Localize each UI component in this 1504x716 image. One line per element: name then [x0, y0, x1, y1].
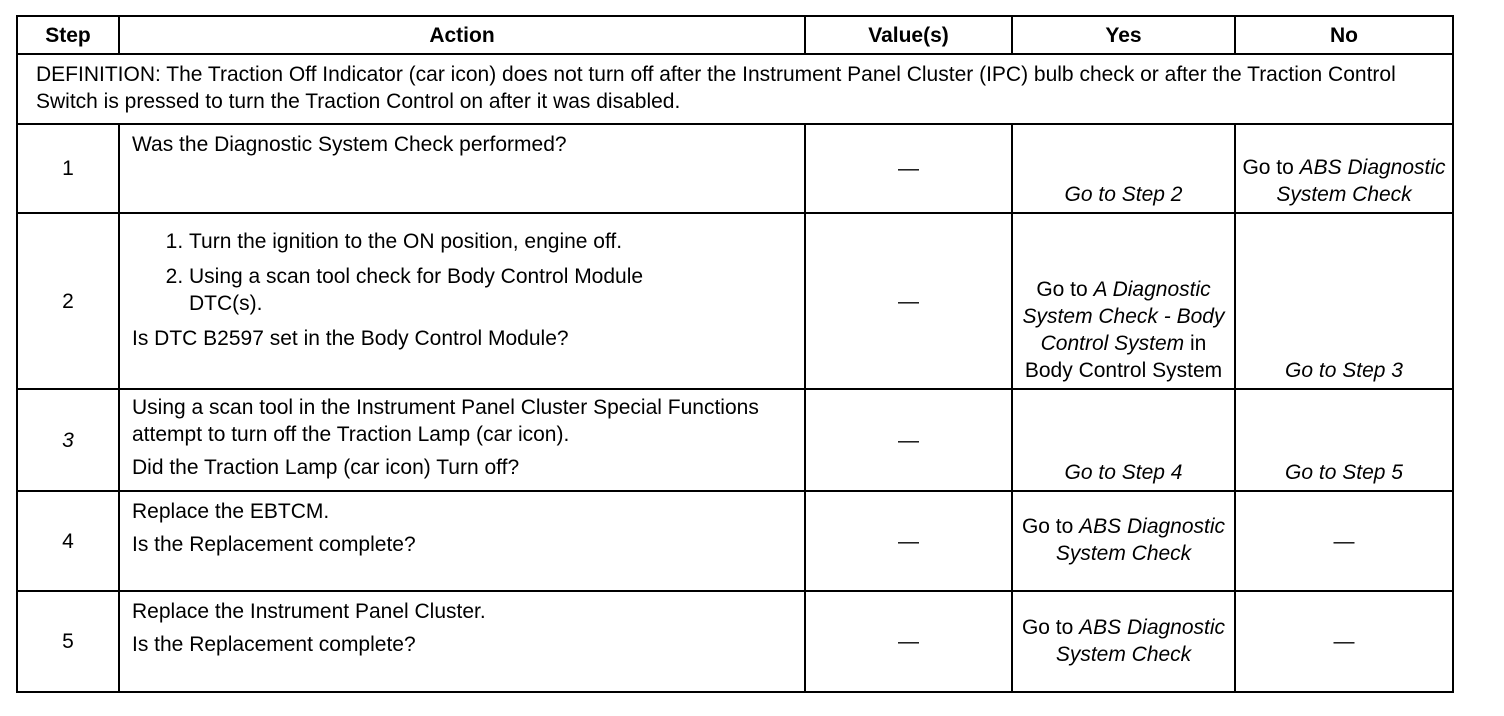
no-cell	[1235, 124, 1453, 213]
yes-cell	[1012, 213, 1235, 389]
action-question: Did the Traction Lamp (car icon) Turn off?	[132, 456, 520, 479]
diagnostic-table	[16, 15, 1454, 693]
action-steps-list	[132, 228, 796, 317]
header-row	[17, 16, 1453, 54]
yes-cell	[1012, 491, 1235, 591]
step-number: 5	[17, 591, 119, 692]
action-cell	[119, 389, 805, 491]
yes-prefix: Go to	[1021, 515, 1080, 538]
value-cell: —	[805, 491, 1012, 591]
yes-link[interactable]: Go to Step 2	[1064, 183, 1183, 206]
table-row	[17, 591, 1453, 692]
yes-link[interactable]: A Diagnostic System Check - Body Control System	[1022, 278, 1225, 355]
step-number: 4	[17, 491, 119, 591]
yes-cell	[1012, 389, 1235, 491]
table-row	[17, 124, 1453, 213]
yes-prefix: Go to	[1036, 278, 1094, 301]
header-step: Step	[17, 16, 119, 54]
yes-link[interactable]: ABS Diagnostic System Check	[1055, 615, 1226, 666]
yes-link[interactable]: ABS Diagnostic System Check	[1055, 515, 1226, 565]
no-cell: —	[1235, 591, 1453, 692]
action-step-item: 1. Turn the ignition to the ON position, engine off.	[189, 228, 796, 255]
no-cell	[1235, 213, 1453, 389]
value-cell: —	[805, 389, 1012, 491]
action-cell	[119, 491, 805, 591]
action-step-item: 2. Using a scan tool check for Body Control Module DTC(s).	[189, 263, 679, 317]
yes-suffix: in Body Control System	[1024, 332, 1223, 382]
table-row	[17, 491, 1453, 591]
yes-cell	[1012, 591, 1235, 692]
table-row	[17, 389, 1453, 491]
yes-prefix: Go to	[1021, 615, 1080, 639]
no-cell: —	[1235, 491, 1453, 591]
step-number: 3	[17, 389, 119, 491]
value-cell: —	[805, 213, 1012, 389]
action-question: Was the Diagnostic System Check performed?	[132, 133, 567, 156]
action-question: Is the Replacement complete?	[132, 533, 416, 556]
action-instruction: Replace the EBTCM.	[132, 500, 330, 523]
action-cell	[119, 213, 805, 389]
table-row	[17, 213, 1453, 389]
action-question: Is DTC B2597 set in the Body Control Module?	[132, 327, 569, 350]
header-yes: Yes	[1012, 16, 1235, 54]
yes-link[interactable]: Go to Step 4	[1064, 461, 1183, 484]
action-cell	[119, 124, 805, 213]
definition-text: DEFINITION: The Traction Off Indicator (car icon) does not turn off after the Instrument Panel Cluster (IPC) bulb check or after the Traction Control Switch is pressed to turn the Traction Control on after it was disabled.	[17, 54, 1453, 124]
no-link[interactable]: Go to Step 3	[1285, 359, 1403, 382]
value-cell: —	[805, 591, 1012, 692]
action-instruction: Using a scan tool in the Instrument Panel Cluster Special Functions attempt to turn off the Traction Lamp (car icon).	[132, 396, 759, 446]
definition-row	[17, 54, 1453, 124]
step-number: 2	[17, 213, 119, 389]
no-link[interactable]: ABS Diagnostic System Check	[1276, 156, 1446, 206]
no-prefix: Go to	[1242, 156, 1300, 179]
header-action: Action	[119, 16, 805, 54]
no-cell	[1235, 389, 1453, 491]
action-cell	[119, 591, 805, 692]
value-cell: —	[805, 124, 1012, 213]
action-question: Is the Replacement complete?	[132, 633, 416, 656]
action-instruction: Replace the Instrument Panel Cluster.	[132, 600, 486, 623]
yes-cell	[1012, 124, 1235, 213]
no-link[interactable]: Go to Step 5	[1285, 461, 1403, 484]
step-number: 1	[17, 124, 119, 213]
header-no: No	[1235, 16, 1453, 54]
header-values: Value(s)	[805, 16, 1012, 54]
